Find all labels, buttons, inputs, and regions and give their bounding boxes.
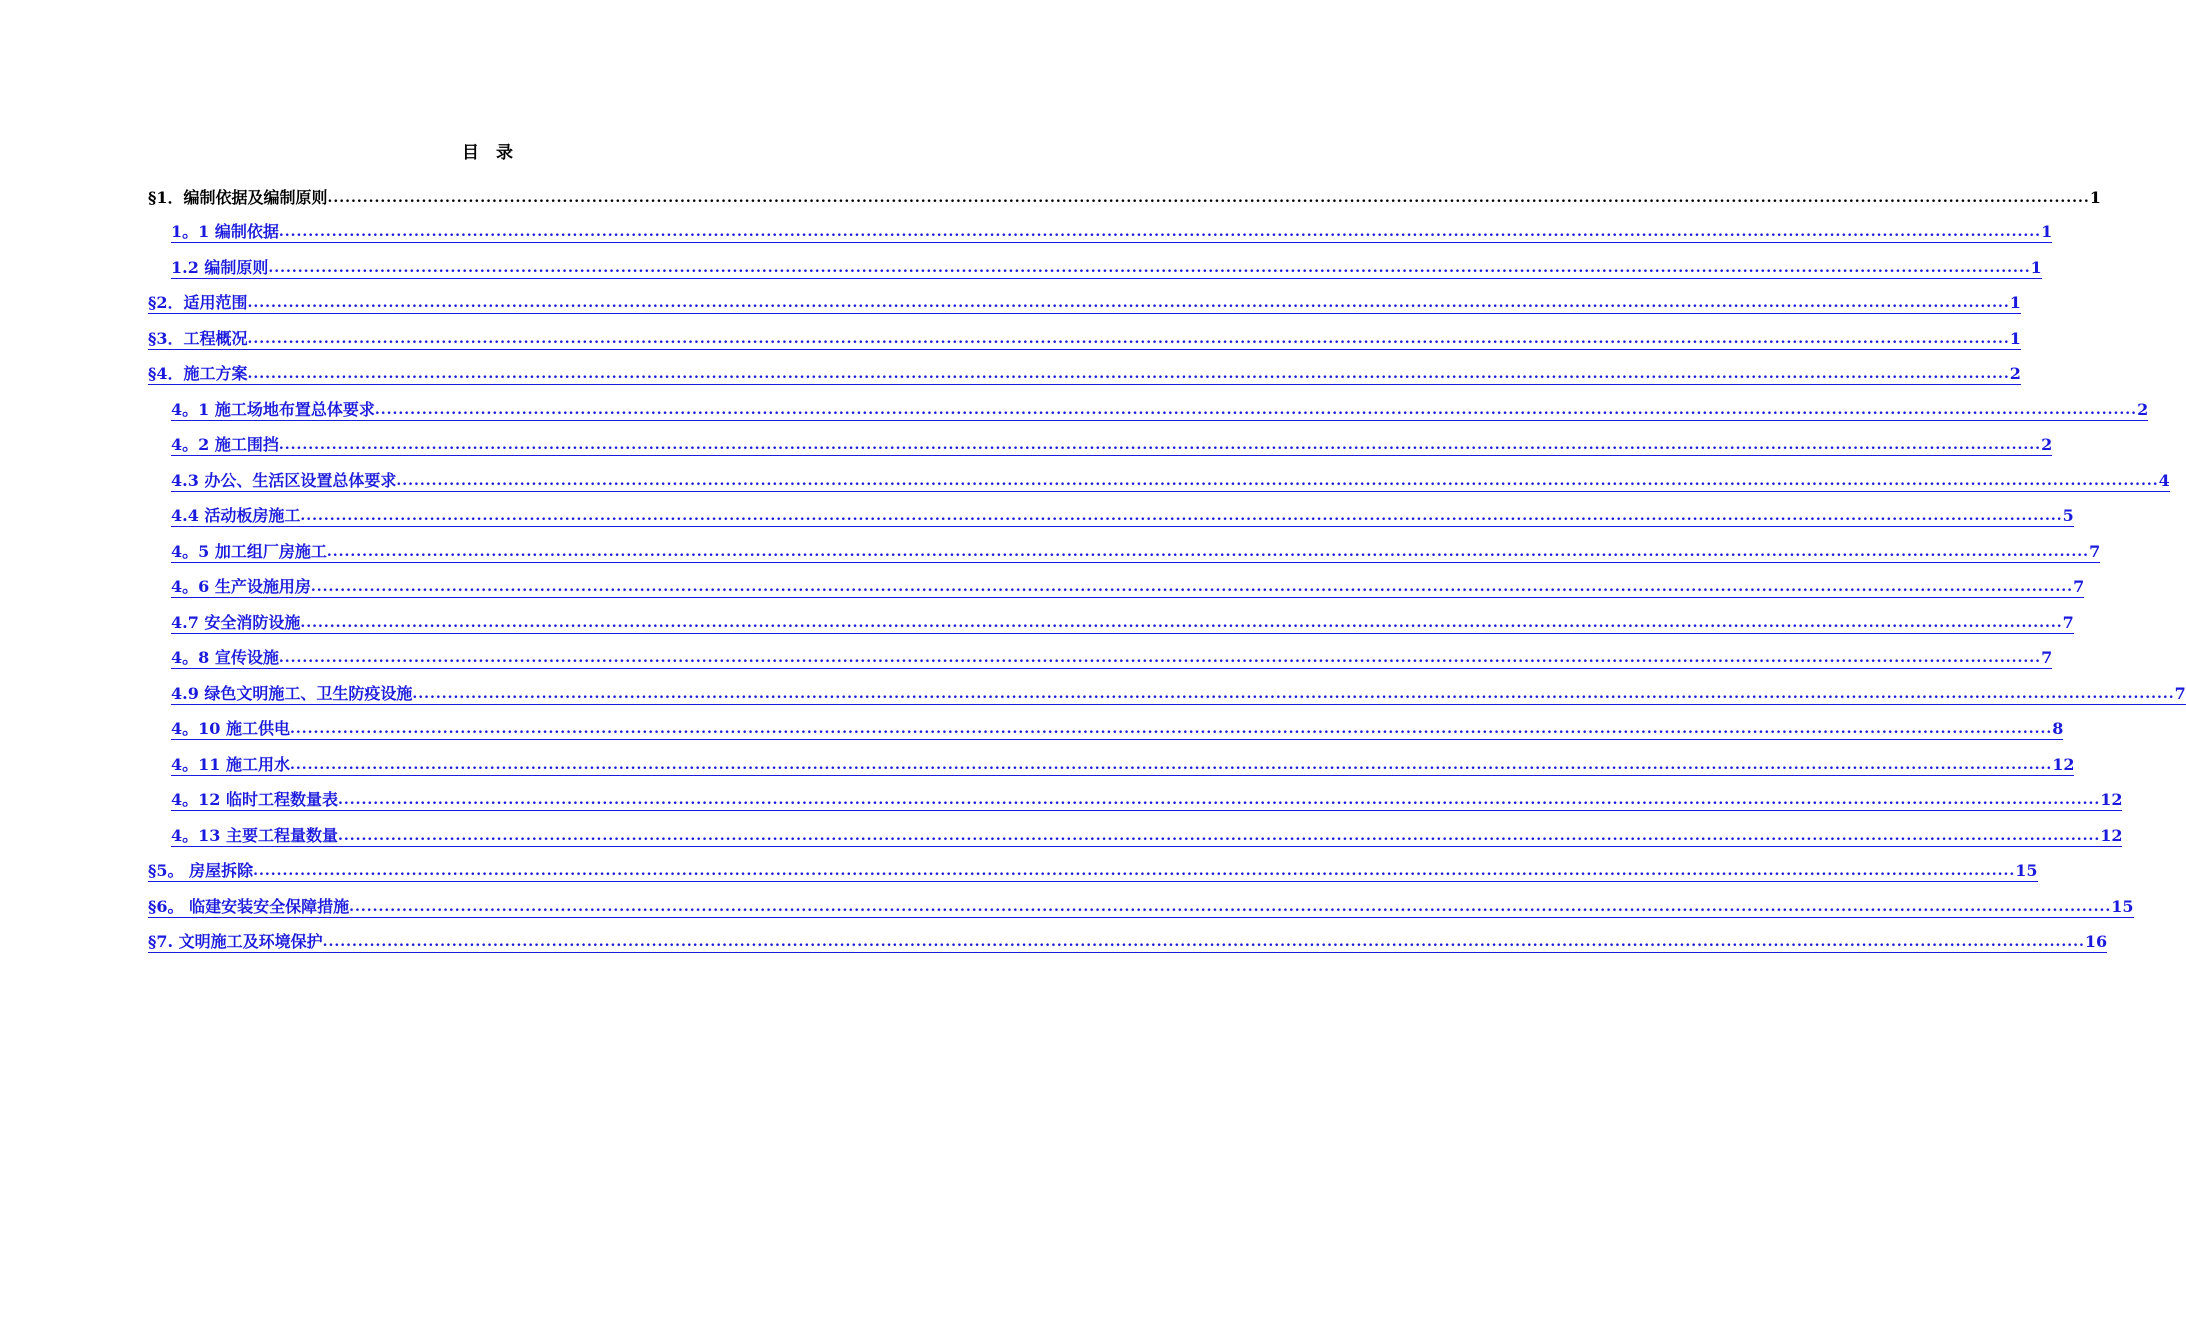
toc-leader-dots: ............................................................................................................................................................................................................................................................................................................ <box>323 932 2085 953</box>
toc-entry <box>148 172 2101 208</box>
toc-leader-dots: ............................................................................................................................................................................................................................................................................................................ <box>300 613 2062 634</box>
toc-entry-page-number: 1 <box>2009 328 2021 348</box>
toc-leader-dots: ............................................................................................................................................................................................................................................................................................................ <box>253 861 2015 882</box>
toc-entry-page-number: 16 <box>2084 932 2108 951</box>
toc-entry-page-number: 15 <box>2111 896 2134 916</box>
toc-entry[interactable] <box>148 314 2021 350</box>
toc-leader-dots: ............................................................................................................................................................................................................................................................................................................ <box>279 435 2041 456</box>
toc-entry-page-number: 7 <box>2174 683 2186 703</box>
toc-entry[interactable] <box>148 563 2085 599</box>
toc-entry-label: §3．工程概况 <box>148 328 248 348</box>
toc-entry-label: 4。6 生产设施用房 <box>171 577 311 596</box>
toc-entry-label: §4．施工方案 <box>148 364 248 383</box>
toc-entry-label: 4。8 宣传设施 <box>171 648 279 667</box>
toc-entry-label: §1．编制依据及编制原则 <box>148 187 328 207</box>
toc-entry[interactable] <box>148 882 2134 918</box>
toc-entry-page-number: 1 <box>2041 222 2053 241</box>
toc-entry[interactable] <box>148 598 2074 634</box>
toc-entry-label: 4。2 施工围挡 <box>171 435 279 454</box>
toc-entry[interactable] <box>148 279 2021 315</box>
toc-entry-label: 4。13 主要工程量数量 <box>171 825 338 845</box>
toc-entry-page-number: 1 <box>2089 187 2101 207</box>
toc-entry[interactable] <box>148 847 2038 883</box>
toc-entry-label: 4。1 施工场地布置总体要求 <box>171 399 375 419</box>
toc-entry[interactable] <box>148 705 2064 741</box>
toc-entry[interactable] <box>148 492 2074 528</box>
toc-leader-dots: ............................................................................................................................................................................................................................................................................................................ <box>279 648 2041 669</box>
toc-entry-label: 4.3 办公、生活区设置总体要求 <box>171 470 397 490</box>
toc-entry-label: 4.4 活动板房施工 <box>171 506 301 525</box>
toc-entry-page-number: 7 <box>2073 577 2085 596</box>
toc-entry-label: 4。5 加工组厂房施工 <box>171 541 327 561</box>
toc-entry-page-number: 12 <box>2052 754 2075 774</box>
toc-leader-dots: ............................................................................................................................................................................................................................................................................................................ <box>338 826 2100 847</box>
toc-entry-label: 1。1 编制依据 <box>171 222 279 241</box>
toc-entry-page-number: 7 <box>2041 648 2053 667</box>
toc-entry[interactable] <box>148 634 2053 670</box>
toc-leader-dots: ............................................................................................................................................................................................................................................................................................................ <box>412 684 2174 705</box>
toc-entry-page-number: 1 <box>2009 293 2021 312</box>
toc-entry-page-number: 2 <box>2041 435 2053 454</box>
toc-entry-label: 4。12 临时工程数量表 <box>171 790 338 809</box>
toc-entry-label: 1.2 编制原则 <box>171 257 269 277</box>
toc-leader-dots: ............................................................................................................................................................................................................................................................................................................ <box>248 293 2010 314</box>
toc-entry-label: §7. 文明施工及环境保护 <box>148 932 323 951</box>
toc-entry-page-number: 1 <box>2030 257 2042 277</box>
toc-leader-dots: ............................................................................................................................................................................................................................................................................................................ <box>279 222 2041 243</box>
toc-leader-dots: ............................................................................................................................................................................................................................................................................................................ <box>349 897 2111 918</box>
toc-entry-page-number: 7 <box>2062 612 2074 632</box>
toc-leader-dots: ............................................................................................................................................................................................................................................................................................................ <box>327 189 2090 206</box>
toc-entry[interactable] <box>148 669 2186 705</box>
toc-entry[interactable] <box>148 385 2149 421</box>
toc-entry[interactable] <box>148 208 2053 244</box>
toc-entry-page-number: 12 <box>2100 825 2123 845</box>
toc-leader-dots: ............................................................................................................................................................................................................................................................................................................ <box>375 400 2137 421</box>
toc-entry-page-number: 4 <box>2158 470 2170 490</box>
toc-entry-page-number: 15 <box>2015 861 2038 880</box>
toc-entry[interactable] <box>148 811 2123 847</box>
toc-leader-dots: ............................................................................................................................................................................................................................................................................................................ <box>396 471 2158 492</box>
toc-entry-label: §5。 房屋拆除 <box>148 861 254 880</box>
toc-title: 目 录 <box>462 143 513 163</box>
toc-leader-dots: ............................................................................................................................................................................................................................................................................................................ <box>300 506 2062 527</box>
toc-leader-dots: ............................................................................................................................................................................................................................................................................................................ <box>248 329 2010 350</box>
toc-entry-label: 4.7 安全消防设施 <box>171 612 301 632</box>
toc-leader-dots: ............................................................................................................................................................................................................................................................................................................ <box>327 542 2089 563</box>
toc-entry[interactable] <box>148 421 2053 457</box>
toc-entry-label: 4。11 施工用水 <box>171 754 290 774</box>
toc-entry-page-number: 8 <box>2052 719 2064 738</box>
toc-entry-page-number: 5 <box>2062 506 2074 525</box>
toc-entry-page-number: 7 <box>2089 541 2101 561</box>
toc-entry[interactable] <box>148 456 2170 492</box>
toc-entry-page-number: 2 <box>2009 364 2021 383</box>
toc-entry[interactable] <box>148 243 2042 279</box>
toc-entry-page-number: 2 <box>2137 399 2149 419</box>
toc-entry-label: 4。10 施工供电 <box>171 719 290 738</box>
toc-entry[interactable] <box>148 918 2108 954</box>
toc-entry[interactable] <box>148 350 2021 386</box>
toc-entry-label: §2．适用范围 <box>148 293 248 312</box>
toc-leader-dots: ............................................................................................................................................................................................................................................................................................................ <box>290 719 2052 740</box>
toc-leader-dots: ............................................................................................................................................................................................................................................................................................................ <box>268 258 2030 279</box>
toc-entry-label: §6。 临建安装安全保障措施 <box>148 896 350 916</box>
toc-entry-label: 4.9 绿色文明施工、卫生防疫设施 <box>171 683 413 703</box>
toc-entry[interactable] <box>148 527 2101 563</box>
toc-leader-dots: ............................................................................................................................................................................................................................................................................................................ <box>248 364 2010 385</box>
toc-entry[interactable] <box>148 740 2075 776</box>
toc-entry-page-number: 12 <box>2100 790 2123 809</box>
toc-leader-dots: ............................................................................................................................................................................................................................................................................................................ <box>338 790 2100 811</box>
toc-entry[interactable] <box>148 776 2123 812</box>
toc-leader-dots: ............................................................................................................................................................................................................................................................................................................ <box>290 755 2052 776</box>
toc-leader-dots: ............................................................................................................................................................................................................................................................................................................ <box>311 577 2073 598</box>
toc-list <box>148 172 2186 953</box>
